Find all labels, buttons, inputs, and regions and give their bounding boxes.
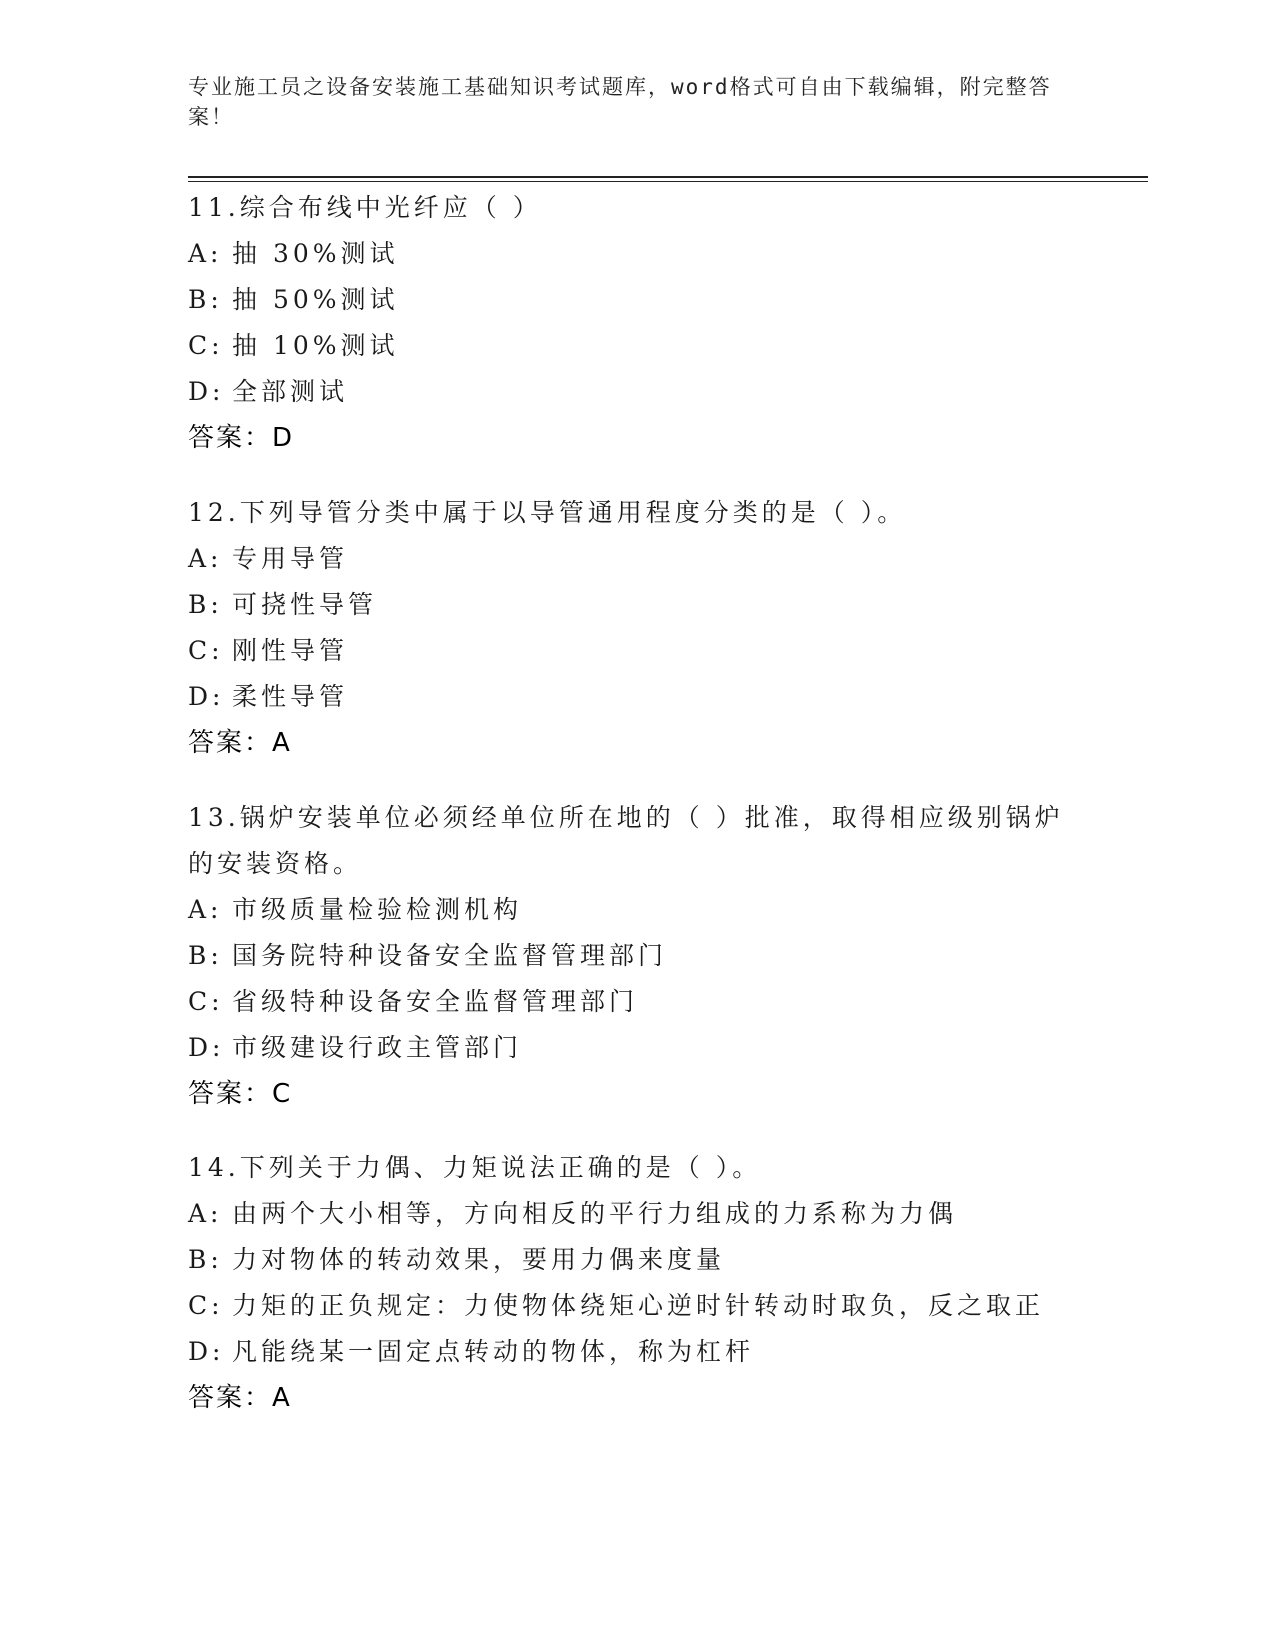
question-title: 11.综合布线中光纤应（ ）: [188, 193, 542, 222]
option-letter: D:: [188, 1033, 225, 1062]
option-letter: C:: [188, 1291, 224, 1320]
question-title: 12.下列导管分类中属于以导管通用程度分类的是（ ）。: [188, 498, 907, 527]
option-text: 力对物体的转动效果，要用力偶来度量: [232, 1245, 726, 1274]
option-text: 抽 30%测试: [232, 239, 399, 268]
option-letter: C:: [188, 636, 224, 665]
option-c: [188, 323, 1068, 369]
answer-label: 答案：C: [188, 1079, 293, 1109]
option-text: 市级建设行政主管部门: [232, 1033, 523, 1062]
option-c: [188, 1283, 1068, 1329]
option-a: [188, 231, 1068, 277]
question-13: [188, 795, 1068, 1117]
option-letter: A:: [188, 544, 223, 573]
option-letter: C:: [188, 331, 224, 360]
option-letter: B:: [188, 941, 223, 970]
option-c: [188, 979, 1068, 1025]
option-b: [188, 933, 1068, 979]
question-14: [188, 1145, 1068, 1421]
option-d: [188, 1025, 1068, 1071]
option-text: 专用导管: [232, 544, 349, 573]
question-12: [188, 490, 1068, 766]
option-b: [188, 1237, 1068, 1283]
answer-label: 答案：D: [188, 423, 295, 453]
option-letter: B:: [188, 590, 223, 619]
option-a: [188, 536, 1068, 582]
option-letter: C:: [188, 987, 224, 1016]
option-letter: A:: [188, 1199, 223, 1228]
option-letter: D:: [188, 377, 225, 406]
option-text: 抽 10%测试: [232, 331, 399, 360]
document-header: 专业施工员之设备安装施工基础知识考试题库，word格式可自由下载编辑，附完整答案！: [188, 75, 1052, 129]
option-a: [188, 887, 1068, 933]
question-11: [188, 185, 1068, 461]
question-title: 14.下列关于力偶、力矩说法正确的是（ ）。: [188, 1153, 762, 1182]
option-text: 由两个大小相等，方向相反的平行力组成的力系称为力偶: [232, 1199, 958, 1228]
answer-label: 答案：A: [188, 728, 292, 758]
header-rule-thin: [188, 181, 1148, 182]
option-text: 全部测试: [232, 377, 349, 406]
option-d: [188, 674, 1068, 720]
option-text: 柔性导管: [232, 682, 349, 711]
option-text: 抽 50%测试: [232, 285, 399, 314]
option-letter: D:: [188, 1337, 225, 1366]
option-c: [188, 628, 1068, 674]
option-b: [188, 582, 1068, 628]
option-text: 可挠性导管: [232, 590, 378, 619]
option-text: 国务院特种设备安全监督管理部门: [232, 941, 668, 970]
answer-label: 答案：A: [188, 1383, 292, 1413]
option-text: 省级特种设备安全监督管理部门: [232, 987, 639, 1016]
option-letter: A:: [188, 239, 223, 268]
option-d: [188, 369, 1068, 415]
option-a: [188, 1191, 1068, 1237]
option-letter: B:: [188, 1245, 223, 1274]
option-letter: A:: [188, 895, 223, 924]
option-text: 力矩的正负规定：力使物体绕矩心逆时针转动时取负，反之取正: [232, 1291, 1045, 1320]
option-text: 刚性导管: [232, 636, 349, 665]
option-text: 凡能绕某一固定点转动的物体，称为杠杆: [232, 1337, 755, 1366]
option-text: 市级质量检验检测机构: [232, 895, 523, 924]
header-rule-thick: [188, 176, 1148, 178]
option-letter: D:: [188, 682, 225, 711]
question-title: 13.锅炉安装单位必须经单位所在地的（ ）批准，取得相应级别锅炉的安装资格。: [188, 803, 1064, 878]
option-b: [188, 277, 1068, 323]
option-letter: B:: [188, 285, 223, 314]
option-d: [188, 1329, 1068, 1375]
